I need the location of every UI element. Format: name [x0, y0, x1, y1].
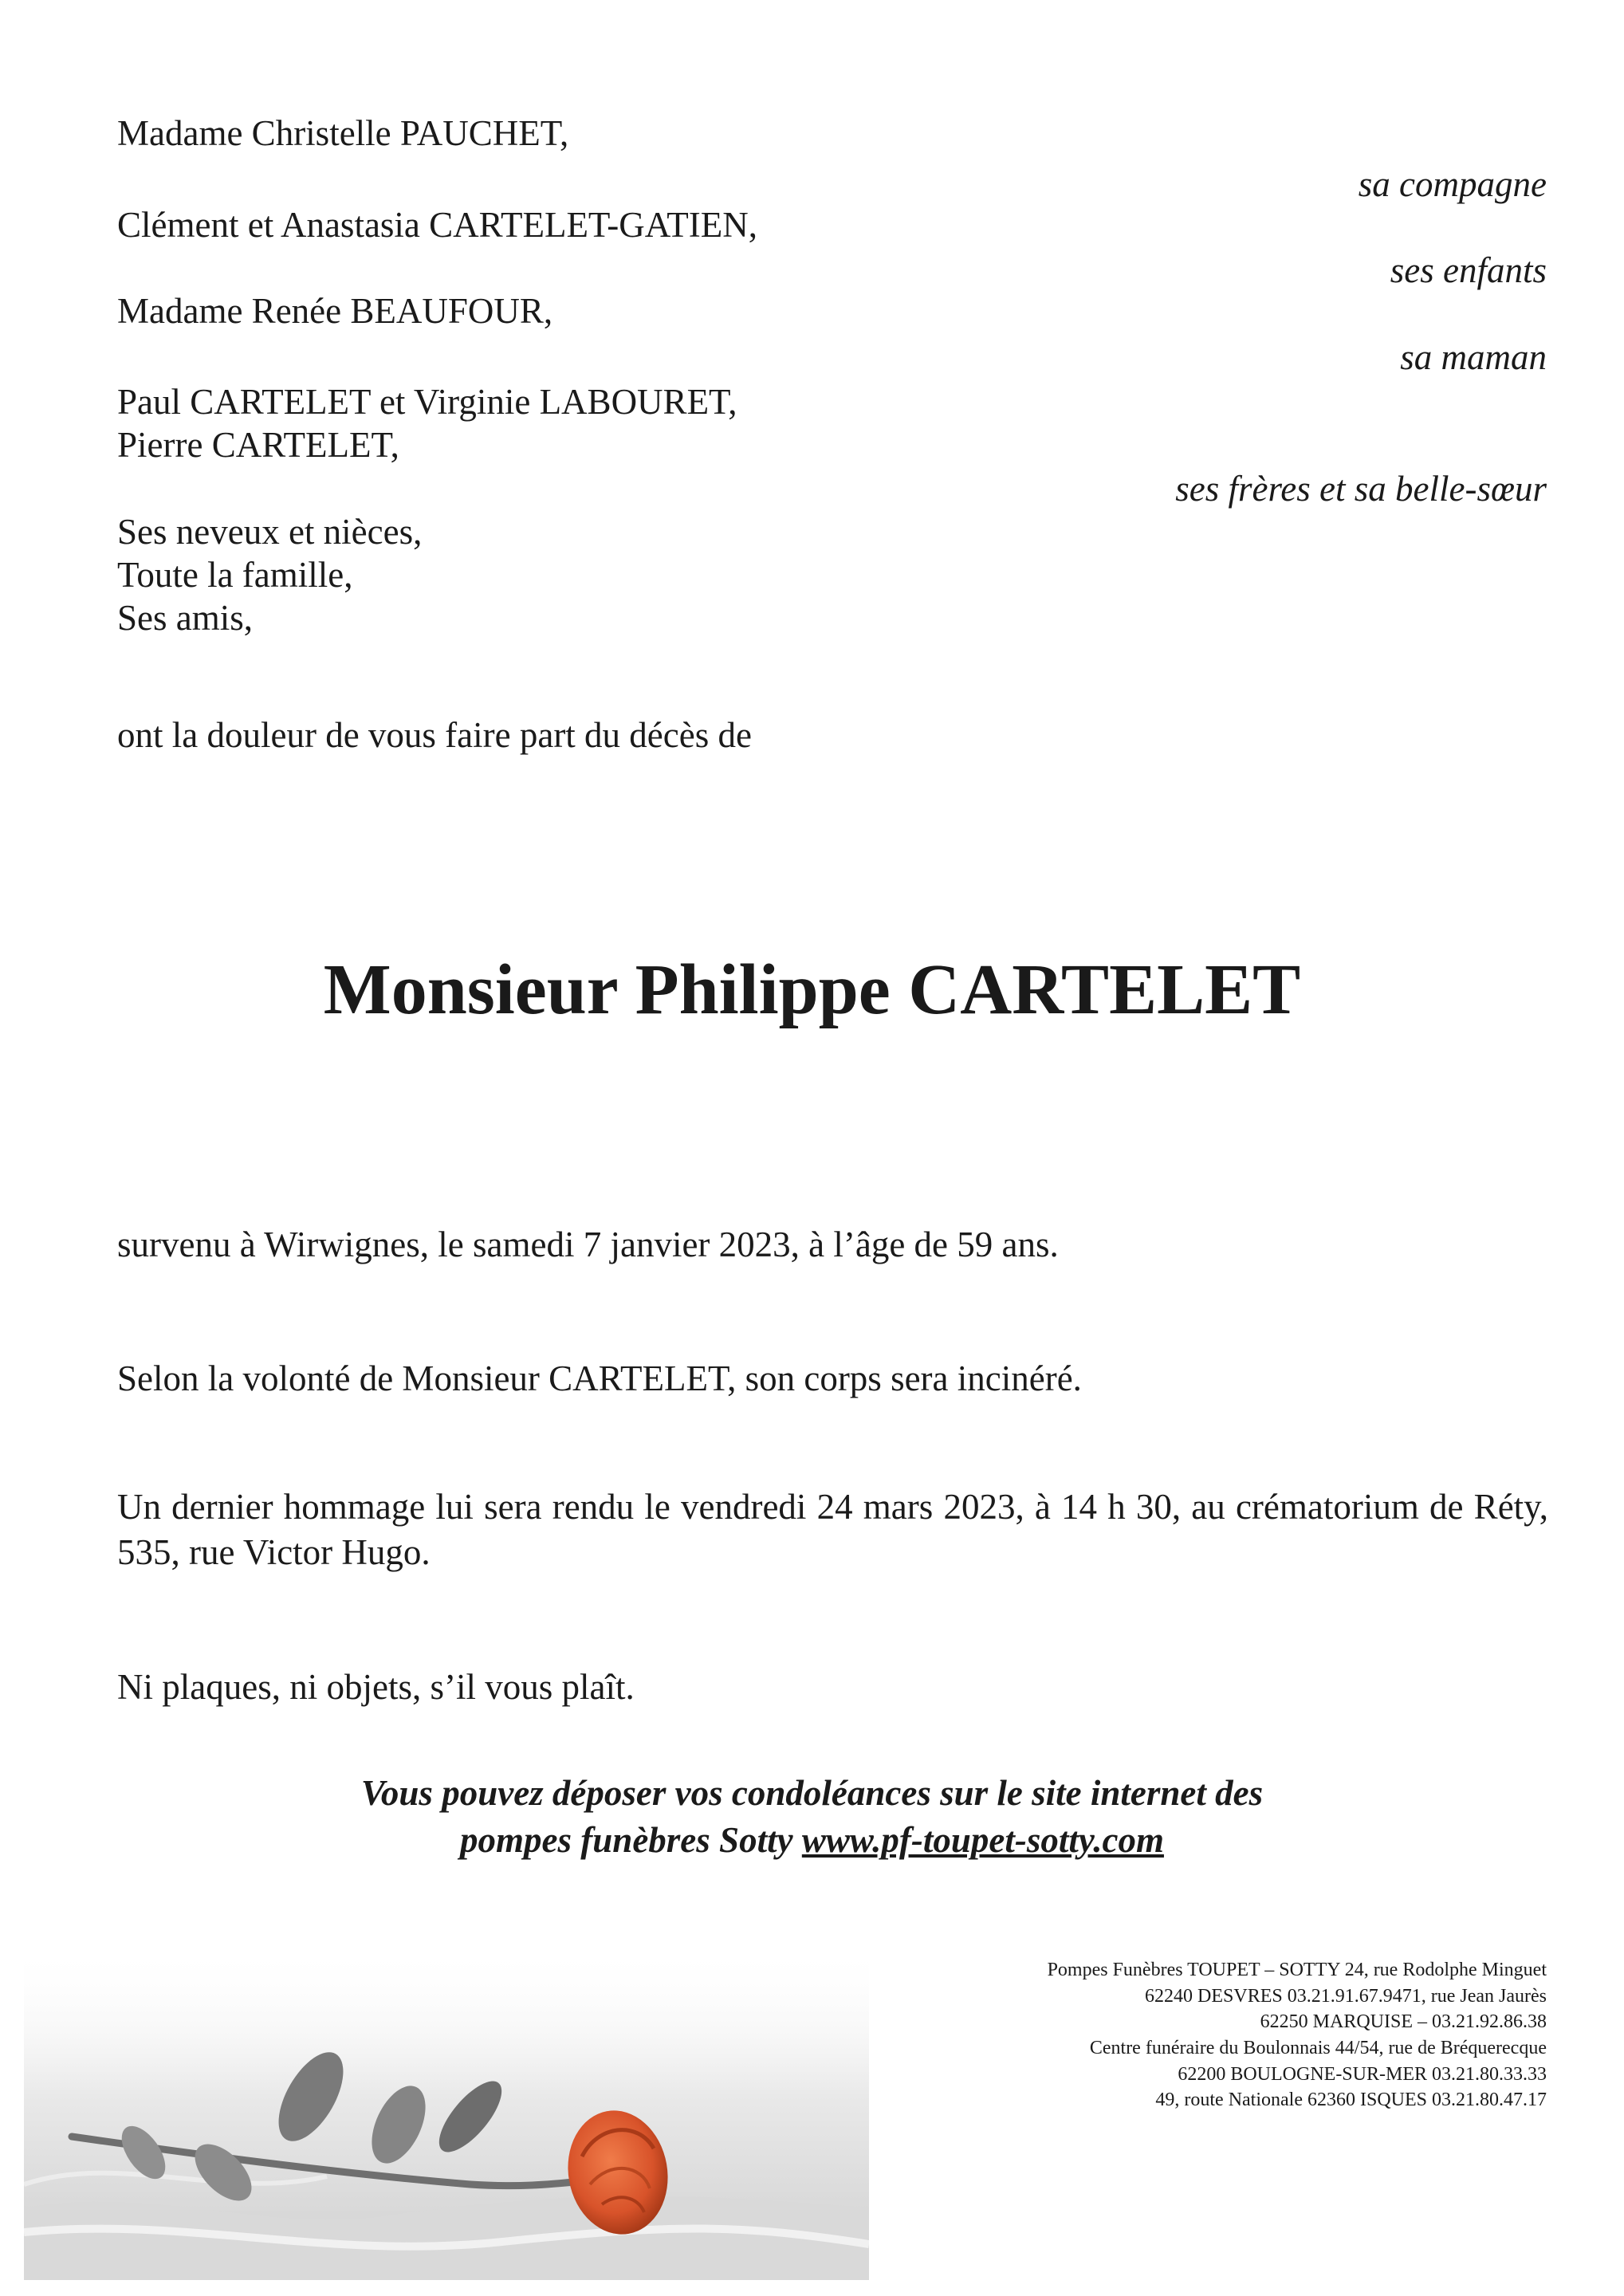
condolences-website-link[interactable]: www.pf-toupet-sotty.com	[801, 1820, 1164, 1861]
family-4-line-1: Paul CARTELET et Virginie LABOURET,	[117, 382, 737, 422]
family-4-line-2: Pierre CARTELET,	[117, 425, 399, 465]
condolences-line-1: Vous pouvez déposer vos condoléances sur le site internet des	[360, 1773, 1264, 1813]
paragraph-no-flowers: Ni plaques, ni objets, s’il vous plaît.	[117, 1667, 635, 1707]
family-2-line-1: Clément et Anastasia CARTELET-GATIEN,	[117, 205, 757, 245]
rose-on-beach-image	[24, 1945, 869, 2280]
condolences-notice	[0, 1770, 1624, 1865]
family-5-line-1: Ses neveux et nièces,	[117, 512, 423, 552]
family-1-line-1: Madame Christelle PAUCHET,	[117, 113, 569, 153]
role-siblings: ses frères et sa belle-sœur	[1175, 469, 1547, 509]
role-mother: sa maman	[1400, 337, 1547, 377]
condolences-line-2-prefix: pompes funèbres Sotty	[460, 1820, 802, 1861]
footer-line-4: Centre funéraire du Boulonnais 44/54, rue de Bréquerecque	[1089, 2037, 1547, 2058]
paragraph-death-details: survenu à Wirwignes, le samedi 7 janvier 2023, à l’âge de 59 ans.	[117, 1225, 1059, 1264]
rose-illustration	[24, 1945, 869, 2280]
paragraph-cremation: Selon la volonté de Monsieur CARTELET, son corps sera incinéré.	[117, 1358, 1082, 1398]
paragraph-ceremony: Un dernier hommage lui sera rendu le vendredi 24 mars 2023, à 14 h 30, au crématorium de Réty, 535, rue Victor Hugo.	[117, 1487, 1548, 1572]
footer-line-5: 62200 BOULOGNE-SUR-MER 03.21.80.33.33	[1178, 2063, 1547, 2085]
deceased-name: Monsieur Philippe CARTELET	[323, 950, 1301, 1029]
funeral-home-footer	[1048, 1957, 1547, 2113]
announcement: ont la douleur de vous faire part du décès de	[117, 715, 752, 755]
family-5-line-3: Ses amis,	[117, 598, 254, 638]
role-children: ses enfants	[1390, 250, 1547, 290]
condolences-line-2	[0, 1817, 1624, 1864]
role-companion: sa compagne	[1358, 164, 1547, 204]
footer-line-6: 49, route Nationale 62360 ISQUES 03.21.80.47.17	[1155, 2090, 1547, 2111]
footer-line-3: 62250 MARQUISE – 03.21.92.86.38	[1260, 2011, 1547, 2033]
family-3-line-1: Madame Renée BEAUFOUR,	[117, 291, 553, 331]
footer-line-2: 62240 DESVRES 03.21.91.67.9471, rue Jean Jaurès	[1145, 1985, 1547, 2007]
footer-line-1: Pompes Funèbres TOUPET – SOTTY 24, rue Rodolphe Minguet	[1047, 1960, 1547, 1980]
family-5-line-2: Toute la famille,	[117, 555, 353, 595]
